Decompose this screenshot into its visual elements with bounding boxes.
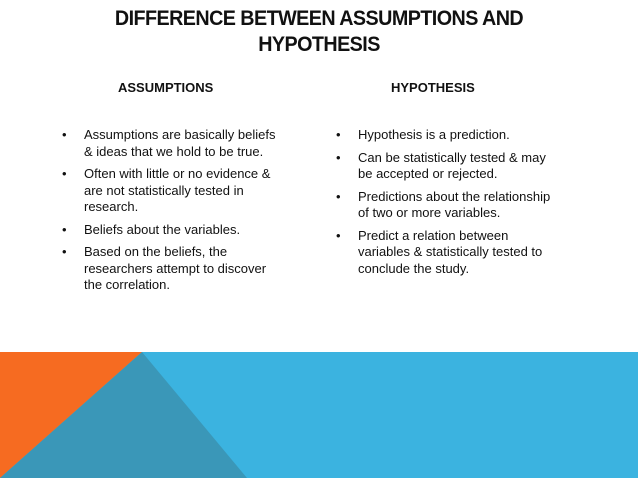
list-item	[62, 244, 284, 294]
bullet-text: Based on the beliefs, the researchers attempt to discover the correlation.	[84, 244, 267, 292]
list-item	[62, 166, 284, 216]
assumptions-list	[62, 127, 284, 300]
bullet-text: Often with little or no evidence & are not statistically tested in research.	[84, 166, 271, 214]
assumptions-heading: ASSUMPTIONS	[118, 80, 214, 95]
bullet-icon: •	[62, 244, 67, 259]
hypothesis-heading: HYPOTHESIS	[391, 80, 475, 95]
bullet-icon: •	[62, 221, 67, 237]
bullet-text: Predict a relation between variables & statistically tested to conclude the study.	[358, 227, 543, 276]
list-item	[62, 127, 284, 160]
bullet-text: Can be statistically tested & may be accepted or rejected.	[358, 149, 546, 181]
bullet-text: Hypothesis is a prediction.	[358, 127, 510, 142]
hypothesis-list	[336, 127, 558, 283]
slide-title: DIFFERENCE BETWEEN ASSUMPTIONS AND HYPOTHESIS	[114, 7, 524, 56]
bullet-icon: •	[336, 227, 341, 243]
footer-blue-band	[0, 352, 638, 478]
list-item	[336, 228, 558, 278]
bullet-text: Beliefs about the variables.	[84, 221, 241, 237]
bullet-text: Predictions about the relationship of two or more variables.	[358, 188, 551, 220]
list-item	[336, 150, 558, 183]
bullet-icon: •	[62, 166, 67, 181]
bullet-icon: •	[336, 127, 341, 142]
list-item	[62, 222, 284, 239]
list-item	[336, 127, 558, 144]
bullet-icon: •	[336, 149, 341, 165]
footer-dark-blue-triangle	[0, 352, 247, 478]
list-item	[336, 189, 558, 222]
bullet-text: Assumptions are basically beliefs & ideas that we hold to be true.	[84, 127, 276, 159]
footer-orange-triangle	[0, 352, 142, 478]
bullet-icon: •	[62, 127, 67, 142]
bullet-icon: •	[336, 188, 341, 204]
